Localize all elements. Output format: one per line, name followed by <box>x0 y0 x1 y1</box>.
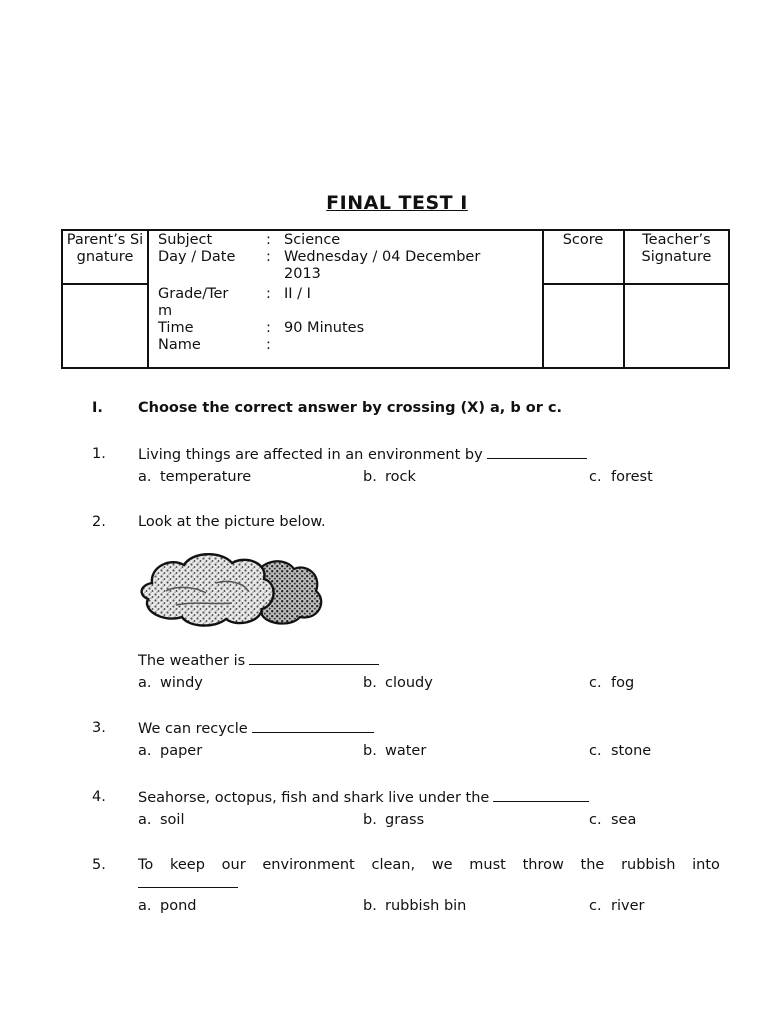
option-letter: b. <box>363 469 377 485</box>
option-letter: c. <box>589 812 602 828</box>
info-colon: : <box>266 320 271 336</box>
question-number: 1. <box>92 446 106 462</box>
option-b[interactable] <box>363 675 433 691</box>
option-letter: b. <box>363 812 377 828</box>
option-letter: c. <box>589 675 602 691</box>
answer-blank <box>249 652 379 665</box>
info-value: II / I <box>284 286 311 302</box>
info-colon: : <box>266 249 271 265</box>
option-text: rock <box>385 469 416 485</box>
question-number: 2. <box>92 514 106 530</box>
info-label: Day / Date <box>158 249 236 265</box>
question-text <box>138 720 374 737</box>
option-b[interactable] <box>363 812 424 828</box>
option-c[interactable] <box>589 469 653 485</box>
info-colon: : <box>266 286 271 302</box>
question-subtext <box>138 652 379 669</box>
option-letter: a. <box>138 469 152 485</box>
option-letter: b. <box>363 743 377 759</box>
score-label: Score <box>562 232 604 248</box>
option-b[interactable] <box>363 743 426 759</box>
option-text: soil <box>160 812 185 828</box>
question-text-content: The weather is <box>138 653 246 669</box>
question-text: Look at the picture below. <box>138 514 326 530</box>
option-text: pond <box>160 898 197 914</box>
option-letter: a. <box>138 743 152 759</box>
question-text-content: Living things are affected in an environment by <box>138 447 483 463</box>
teacher-signature-label: Teacher’s Signature <box>641 232 712 265</box>
option-text: windy <box>160 675 203 691</box>
option-a[interactable] <box>138 898 196 914</box>
question-number: 3. <box>92 720 106 736</box>
question-text-cont <box>138 875 238 892</box>
table-divider <box>542 231 544 367</box>
question-word: rubbish <box>621 857 676 873</box>
option-a[interactable] <box>138 469 251 485</box>
question-text-content: We can recycle <box>138 721 248 737</box>
option-c[interactable] <box>589 812 636 828</box>
option-a[interactable] <box>138 675 203 691</box>
option-text: cloudy <box>385 675 433 691</box>
option-b[interactable] <box>363 898 466 914</box>
info-value: 2013 <box>284 266 321 282</box>
section-number: I. <box>92 400 103 416</box>
question-word: our <box>221 857 246 873</box>
answer-blank <box>493 789 589 802</box>
option-letter: c. <box>589 469 602 485</box>
info-label: m <box>158 303 173 319</box>
option-text: forest <box>611 469 653 485</box>
option-text: stone <box>611 743 652 759</box>
question-number: 5. <box>92 857 106 873</box>
parent-signature-label: Parent’s Signature <box>66 232 144 265</box>
question-word: keep <box>169 857 205 873</box>
option-b[interactable] <box>363 469 416 485</box>
question-text-content: Seahorse, octopus, fish and shark live under the <box>138 790 490 806</box>
table-divider <box>147 231 149 367</box>
option-text: grass <box>385 812 425 828</box>
option-letter: a. <box>138 675 152 691</box>
cloud-icon <box>136 545 326 627</box>
option-c[interactable] <box>589 743 651 759</box>
option-letter: c. <box>589 898 602 914</box>
option-letter: b. <box>363 898 377 914</box>
option-text: rubbish bin <box>385 898 467 914</box>
option-text: river <box>611 898 645 914</box>
option-text: fog <box>611 675 635 691</box>
answer-blank <box>487 446 587 459</box>
option-c[interactable] <box>589 898 644 914</box>
option-letter: a. <box>138 812 152 828</box>
option-text: paper <box>160 743 203 759</box>
option-c[interactable] <box>589 675 634 691</box>
question-word: environment <box>262 857 355 873</box>
info-colon: : <box>266 337 271 353</box>
option-letter: c. <box>589 743 602 759</box>
table-divider <box>542 283 728 285</box>
info-label: Grade/Ter <box>158 286 229 302</box>
table-divider <box>63 283 147 285</box>
option-text: water <box>385 743 427 759</box>
section-instruction: Choose the correct answer by crossing (X) a, b or c. <box>138 400 563 416</box>
option-text: sea <box>611 812 637 828</box>
question-word: the <box>580 857 605 873</box>
option-letter: a. <box>138 898 152 914</box>
question-number: 4. <box>92 789 106 805</box>
answer-blank <box>138 875 238 888</box>
info-value: Science <box>284 232 341 248</box>
info-label: Name <box>158 337 201 353</box>
page-title: FINAL TEST I <box>326 192 468 214</box>
question-word: clean, <box>371 857 416 873</box>
question-word: must <box>469 857 506 873</box>
info-label: Subject <box>158 232 213 248</box>
question-word: into <box>692 857 720 873</box>
question-word: To <box>138 857 154 873</box>
question-text <box>138 789 589 806</box>
option-a[interactable] <box>138 812 184 828</box>
info-value: Wednesday / 04 December <box>284 249 481 265</box>
option-text: temperature <box>160 469 252 485</box>
info-label: Time <box>158 320 194 336</box>
question-text <box>138 446 587 463</box>
option-a[interactable] <box>138 743 202 759</box>
question-text <box>138 857 720 873</box>
answer-blank <box>252 720 374 733</box>
question-word: throw <box>522 857 564 873</box>
option-letter: b. <box>363 675 377 691</box>
info-colon: : <box>266 232 271 248</box>
header-table <box>61 229 730 369</box>
question-word: we <box>431 857 453 873</box>
info-value: 90 Minutes <box>284 320 365 336</box>
